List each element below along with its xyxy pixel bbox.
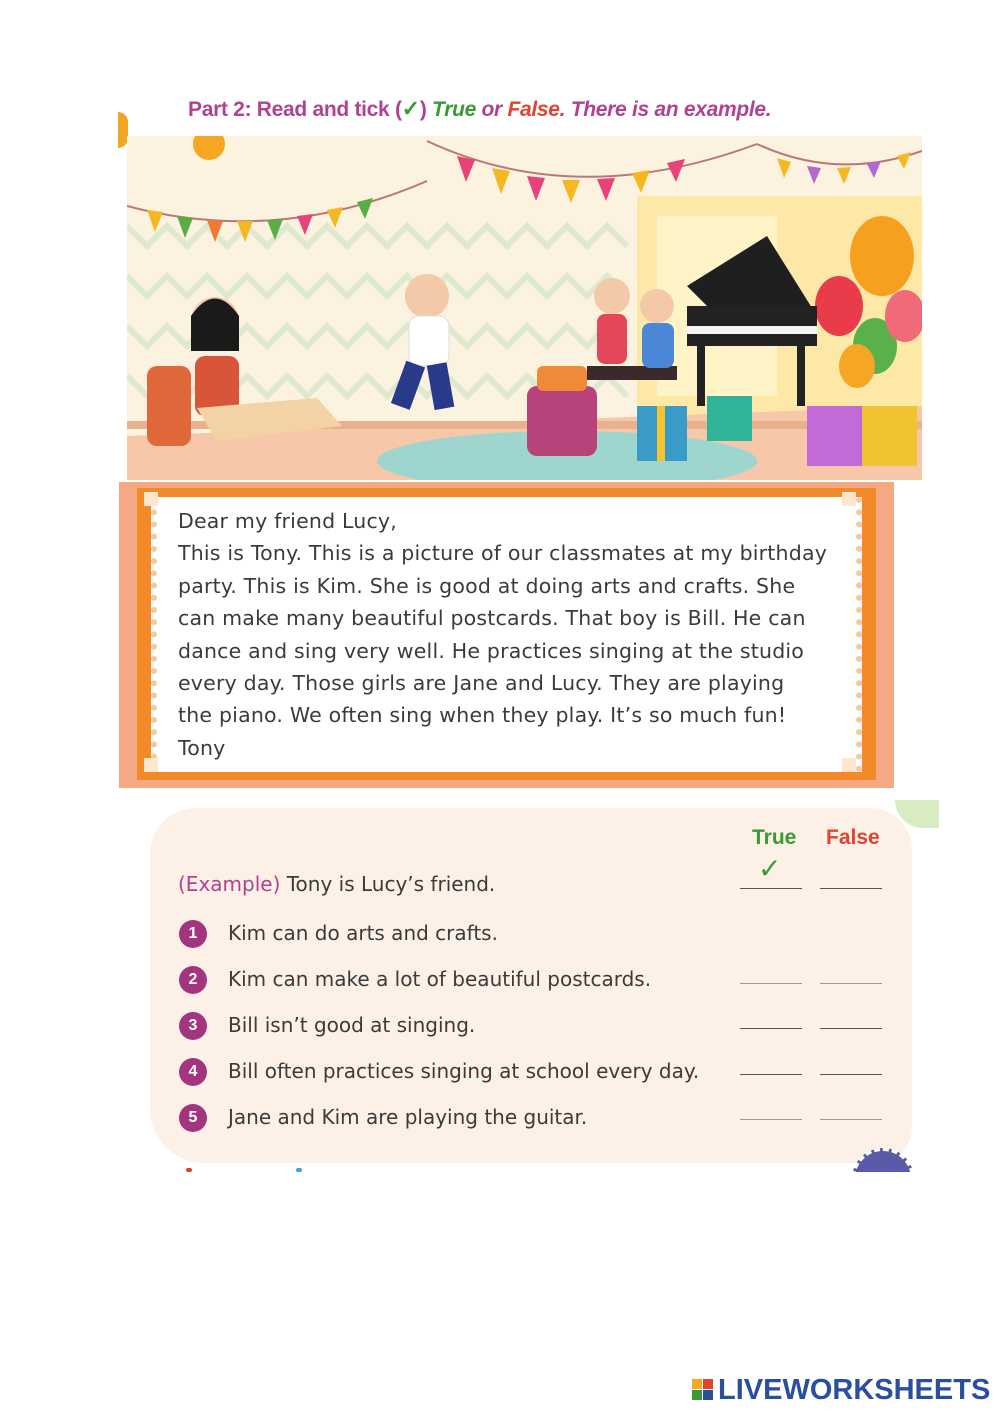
column-header-false: False — [826, 826, 880, 849]
check-mark-icon: ✓ — [758, 852, 782, 885]
answer-blank-false — [820, 888, 882, 889]
frame-corner-decoration — [842, 492, 856, 506]
item-number-badge: 3 — [179, 1012, 207, 1040]
decor-dot — [186, 1168, 192, 1172]
answer-blank-false[interactable] — [820, 1028, 882, 1029]
letter-line: the piano. We often sing when they play. It’s so much fun! — [178, 703, 787, 728]
answer-blank-true[interactable] — [740, 1028, 802, 1029]
letter-line: This is Tony. This is a picture of our classmates at my birthday — [178, 541, 828, 566]
item-number-badge: 4 — [179, 1058, 207, 1086]
decor-dot — [296, 1168, 302, 1172]
frame-corner-decoration — [144, 758, 158, 772]
question-text: Bill often practices singing at school every day. — [228, 1059, 700, 1083]
example-text: Tony is Lucy’s friend. — [286, 872, 496, 896]
question-text: Kim can do arts and crafts. — [228, 921, 498, 945]
answer-blank-true — [740, 888, 802, 889]
frame-corner-decoration — [144, 492, 158, 506]
letter-line: Tony — [178, 735, 226, 760]
item-number-badge: 5 — [179, 1104, 207, 1132]
item-number-badge: 2 — [179, 966, 207, 994]
letter-line: every day. Those girls are Jane and Lucy. They are playing — [178, 671, 785, 696]
column-header-true: True — [752, 826, 797, 849]
letter-line: dance and sing very well. He practices singing at the studio — [178, 638, 805, 663]
question-text: Kim can make a lot of beautiful postcards. — [228, 967, 652, 991]
question-text: Bill isn’t good at singing. — [228, 1013, 476, 1037]
liveworksheets-logo-icon — [692, 1379, 714, 1401]
frame-corner-decoration — [842, 758, 856, 772]
question-text: Jane and Kim are playing the guitar. — [228, 1105, 588, 1129]
answer-blank-false[interactable] — [820, 983, 882, 984]
answer-blank-false[interactable] — [820, 1119, 882, 1120]
answer-blank-true[interactable] — [740, 1074, 802, 1075]
liveworksheets-brand: LIVEWORKSHEETS — [718, 1373, 991, 1406]
exercise-instruction: Part 2: Read and tick (✓) True or False. There is an example. — [188, 96, 772, 121]
letter-line: party. This is Kim. She is good at doing arts and crafts. She — [178, 573, 796, 598]
letter-line: Dear my friend Lucy, — [178, 509, 397, 533]
party-illustration — [127, 136, 922, 480]
answer-blank-false[interactable] — [820, 1074, 882, 1075]
example-row — [178, 872, 495, 896]
letter-text — [178, 505, 838, 764]
tick-icon: ✓ — [401, 96, 420, 121]
example-label: (Example) — [178, 872, 281, 896]
letter-line: can make many beautiful postcards. That boy is Bill. He can — [178, 606, 806, 631]
answer-blank-true[interactable] — [740, 983, 802, 984]
item-number-badge: 1 — [179, 920, 207, 948]
liveworksheets-logo[interactable] — [692, 1374, 990, 1406]
answer-blank-true[interactable] — [740, 1119, 802, 1120]
